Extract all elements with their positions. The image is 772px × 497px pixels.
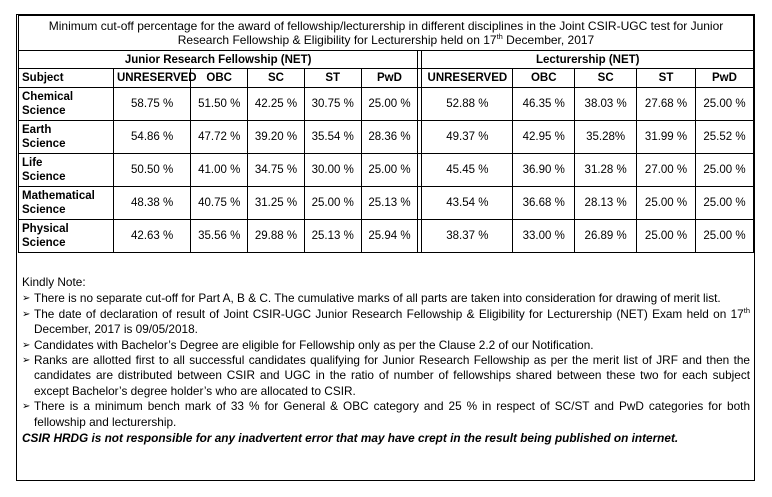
- arrow-bullet-icon: ➢: [22, 401, 31, 413]
- lect-value-cell: 25.00 %: [695, 187, 753, 220]
- jrf-value-cell: 30.00 %: [304, 154, 361, 187]
- note-item: ➢ The date of declaration of result of Joint CSIR-UGC Junior Research Fellowship & Eligibility for Lecturership (NET) Exam held on 17th December, 2017 is 09/05/2018.: [22, 305, 750, 337]
- lect-value-cell: 25.00 %: [695, 88, 753, 121]
- table-row: [19, 154, 754, 187]
- jrf-value-cell: 42.25 %: [248, 88, 305, 121]
- jrf-value-cell: 25.00 %: [361, 154, 418, 187]
- lect-value-cell: 31.28 %: [575, 154, 637, 187]
- column-header-row: [19, 69, 754, 88]
- lect-value-cell: 33.00 %: [513, 220, 575, 253]
- title-line-1: Minimum cut-off percentage for the award of fellowship/lecturership in different disciplines in the Joint CSIR-UGC test for Junior: [48, 19, 724, 33]
- lect-col-pwd: PwD: [695, 69, 753, 88]
- table-row: [19, 187, 754, 220]
- jrf-value-cell: 29.88 %: [248, 220, 305, 253]
- jrf-value-cell: 35.54 %: [304, 121, 361, 154]
- arrow-bullet-icon: ➢: [22, 293, 31, 305]
- lect-value-cell: 38.37 %: [422, 220, 513, 253]
- jrf-value-cell: 58.75 %: [113, 88, 190, 121]
- subject-cell: Mathematical Science: [19, 187, 114, 220]
- lect-col-sc: SC: [575, 69, 637, 88]
- note-item: ➢ There is a minimum bench mark of 33 % for General & OBC category and 25 % in respect of SC/ST and PwD categories for both fellowship and lecturership.: [22, 399, 750, 429]
- lect-value-cell: 27.68 %: [637, 88, 696, 121]
- notes-list: [22, 291, 750, 430]
- jrf-value-cell: 25.00 %: [304, 187, 361, 220]
- lect-col-obc: OBC: [513, 69, 575, 88]
- subject-cell: Chemical Science: [19, 88, 114, 121]
- jrf-col-st: ST: [304, 69, 361, 88]
- lect-value-cell: 49.37 %: [422, 121, 513, 154]
- lect-value-cell: 36.90 %: [513, 154, 575, 187]
- jrf-value-cell: 48.38 %: [113, 187, 190, 220]
- subject-cell: Life Science: [19, 154, 114, 187]
- jrf-value-cell: 35.56 %: [191, 220, 248, 253]
- lect-value-cell: 31.99 %: [637, 121, 696, 154]
- title-line-2-end: December, 2017: [502, 33, 595, 47]
- jrf-value-cell: 25.13 %: [304, 220, 361, 253]
- lect-value-cell: 25.00 %: [637, 220, 696, 253]
- lect-value-cell: 38.03 %: [575, 88, 637, 121]
- arrow-bullet-icon: ➢: [22, 355, 31, 367]
- note-item: ➢ Candidates with Bachelor’s Degree are eligible for Fellowship only as per the Clause 2.2 of our Notification.: [22, 337, 594, 352]
- lect-value-cell: 52.88 %: [422, 88, 513, 121]
- subject-cell: Physical Science: [19, 220, 114, 253]
- jrf-value-cell: 40.75 %: [191, 187, 248, 220]
- jrf-col-sc: SC: [248, 69, 305, 88]
- jrf-value-cell: 54.86 %: [113, 121, 190, 154]
- jrf-col-unreserved: UNRESERVED: [113, 69, 190, 88]
- notes-heading: Kindly Note:: [22, 275, 86, 289]
- lect-col-st: ST: [637, 69, 696, 88]
- jrf-value-cell: 25.13 %: [361, 187, 418, 220]
- title-line-2: Research Fellowship & Eligibility for Lecturership held on 17: [177, 33, 497, 47]
- arrow-bullet-icon: ➢: [22, 308, 31, 320]
- jrf-value-cell: 25.94 %: [361, 220, 418, 253]
- arrow-bullet-icon: ➢: [22, 339, 31, 351]
- lect-value-cell: 46.35 %: [513, 88, 575, 121]
- lect-col-unreserved: UNRESERVED: [422, 69, 513, 88]
- table-row: [19, 121, 754, 154]
- table-row: [19, 88, 754, 121]
- jrf-col-obc: OBC: [191, 69, 248, 88]
- lect-value-cell: 25.00 %: [695, 220, 753, 253]
- jrf-col-pwd: PwD: [361, 69, 418, 88]
- lect-value-cell: 36.68 %: [513, 187, 575, 220]
- cutoff-table: [18, 15, 754, 253]
- subject-header: Subject: [19, 69, 114, 88]
- jrf-value-cell: 31.25 %: [248, 187, 305, 220]
- jrf-value-cell: 50.50 %: [113, 154, 190, 187]
- lect-value-cell: 26.89 %: [575, 220, 637, 253]
- lect-value-cell: 27.00 %: [637, 154, 696, 187]
- lect-value-cell: 45.45 %: [422, 154, 513, 187]
- table-title: [19, 16, 754, 51]
- subject-cell: Earth Science: [19, 121, 114, 154]
- note-item: ➢ Ranks are allotted first to all successful candidates qualifying for Junior Research Fellowship as per the merit list of JRF and then the candidates are distributed between CSIR and UGC in the ratio of number of fellowships shared between these two for each subject except Bachelor’s degree holder’s who are allocated to CSIR.: [22, 353, 750, 398]
- jrf-value-cell: 34.75 %: [248, 154, 305, 187]
- lect-value-cell: 25.00 %: [637, 187, 696, 220]
- jrf-value-cell: 42.63 %: [113, 220, 190, 253]
- lect-value-cell: 28.13 %: [575, 187, 637, 220]
- lect-value-cell: 25.52 %: [695, 121, 753, 154]
- notes-section: [22, 275, 750, 446]
- jrf-value-cell: 39.20 %: [248, 121, 305, 154]
- note-item: ➢ There is no separate cut-off for Part A, B & C. The cumulative marks of all parts are taken into consideration for drawing of merit list.: [22, 291, 721, 306]
- jrf-value-cell: 25.00 %: [361, 88, 418, 121]
- lect-value-cell: 25.00 %: [695, 154, 753, 187]
- jrf-value-cell: 41.00 %: [191, 154, 248, 187]
- table-row: [19, 220, 754, 253]
- lect-value-cell: 42.95 %: [513, 121, 575, 154]
- jrf-value-cell: 28.36 %: [361, 121, 418, 154]
- disclaimer: CSIR HRDG is not responsible for any inadvertent error that may have crept in the result being published on internet.: [22, 431, 679, 446]
- jrf-value-cell: 30.75 %: [304, 88, 361, 121]
- lect-value-cell: 43.54 %: [422, 187, 513, 220]
- jrf-group-header: Junior Research Fellowship (NET): [19, 51, 418, 69]
- jrf-value-cell: 51.50 %: [191, 88, 248, 121]
- title-sup: th: [496, 32, 503, 41]
- lecturership-group-header: Lecturership (NET): [422, 51, 754, 69]
- jrf-value-cell: 47.72 %: [191, 121, 248, 154]
- lect-value-cell: 35.28%: [575, 121, 637, 154]
